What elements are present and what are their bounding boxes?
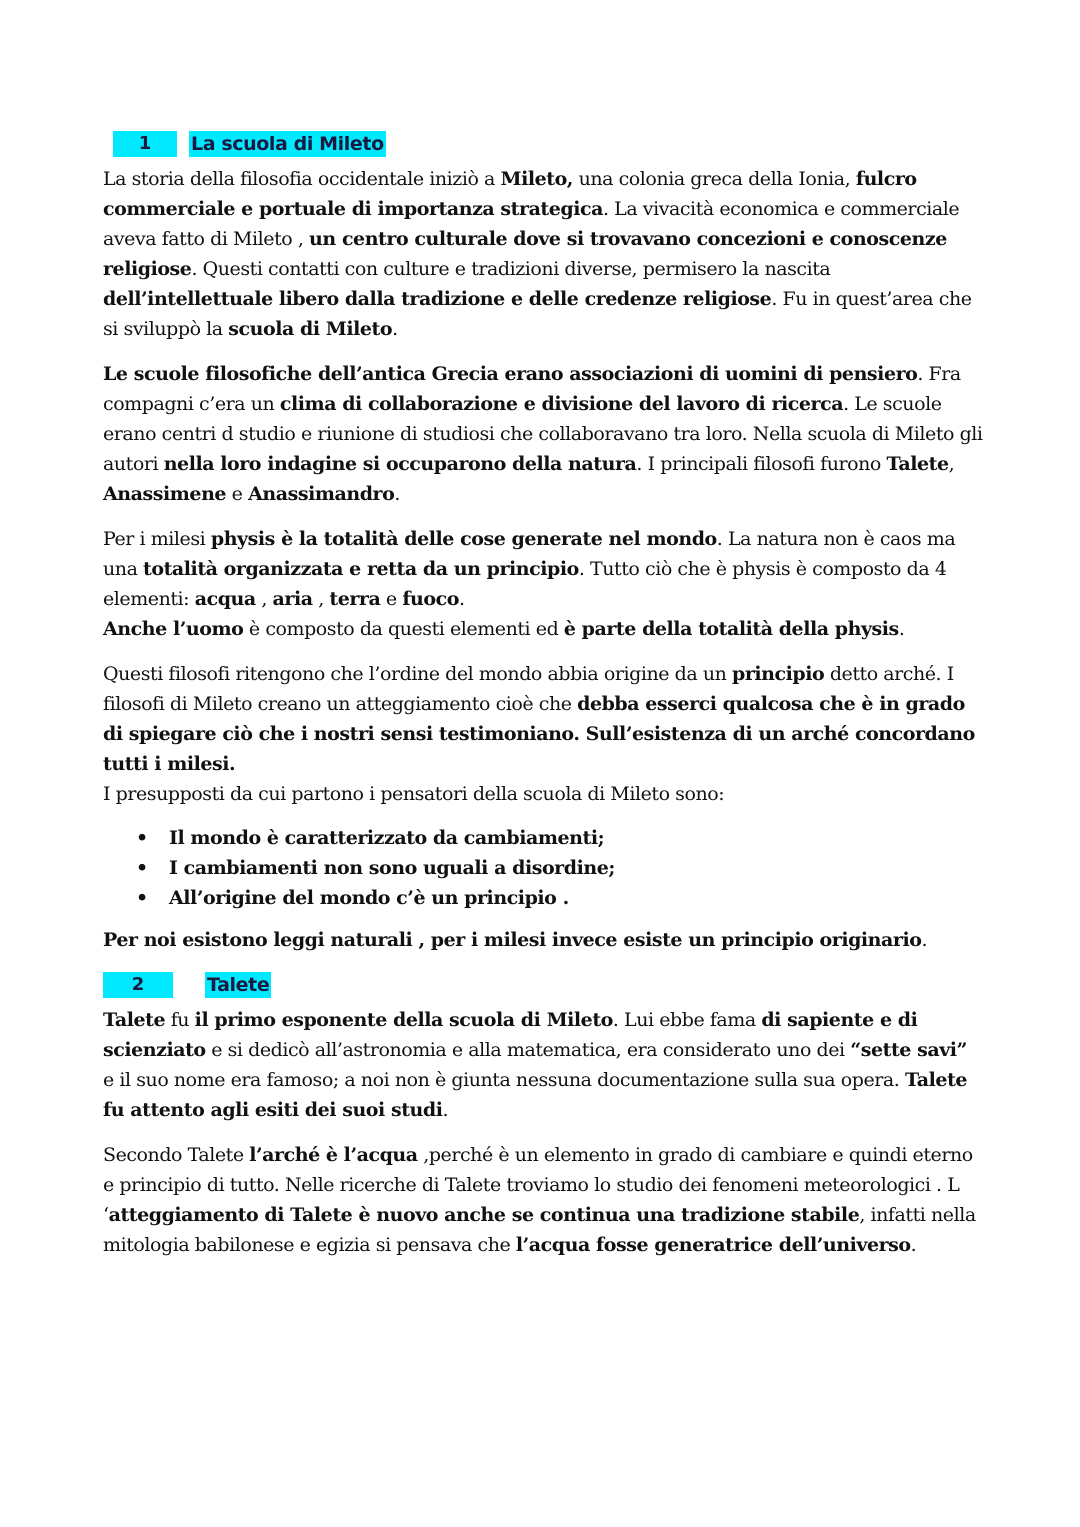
paragraph: Per i milesi physis è la totalità delle cose generate nel mondo. La natura non è caos ma una totalità organizzata e retta da un principio. Tutto ciò che è physis è composto da 4 elementi: acqua , aria , terra e fuoco.: [103, 528, 956, 610]
bold-text: di sapiente e di scienziato: [103, 1009, 918, 1061]
list-item: • Il mondo è caratterizzato da cambiamenti;: [103, 823, 983, 853]
bold-text: clima di collaborazione e divisione del lavoro di ricerca: [279, 393, 844, 415]
section-title: La scuola di Mileto: [191, 133, 384, 155]
paragraph: La storia della filosofia occidentale iniziò a Mileto, una colonia greca della Ionia, fulcro commerciale e portuale di importanza strategica. La vivacità economica e commerciale aveva fatto di Mileto , un centro culturale dove si trovavano concezioni e conoscenze religiose. Questi contatti con culture e tradizioni diverse, permisero la nascita dell’intellettuale libero dalla tradizione e delle credenze religiose. Fu in quest’area che si sviluppò la scuola di Mileto.: [103, 168, 972, 340]
bold-text: principio: [731, 663, 825, 685]
paragraph: I presupposti da cui partono i pensatori della scuola di Mileto sono:: [103, 783, 725, 805]
section-heading-1: [103, 130, 983, 158]
bold-text: aria: [272, 588, 313, 610]
bold-text: Talete: [103, 1009, 166, 1031]
paragraph: Le scuole filosofiche dell’antica Grecia erano associazioni di uomini di pensiero. Fra compagni c’era un clima di collaborazione e divisione del lavoro di ricerca. Le scuole erano centri d studio e riunione di studiosi che collaboravano tra loro. Nella scuola di Mileto gli autori nella loro indagine si occuparono della natura. I principali filosofi furono Talete, Anassimene e Anassimandro.: [103, 363, 983, 505]
bold-text: fulcro commerciale e portuale di importanza strategica: [103, 168, 917, 220]
bold-text: l’arché è l’acqua: [249, 1144, 418, 1166]
document-page: [103, 130, 983, 1260]
bold-text: totalità organizzata e retta da un principio: [143, 558, 579, 580]
bold-text: Le scuole filosofiche dell’antica Grecia erano associazioni di uomini di pensiero: [103, 363, 918, 385]
section-title: Talete: [207, 974, 270, 996]
bold-text: terra: [329, 588, 381, 610]
bold-text: Talete: [886, 453, 949, 475]
bold-text: “sette savi”: [850, 1039, 968, 1061]
bold-text: Anassimene: [103, 483, 227, 505]
bold-text: atteggiamento di Talete è nuovo anche se continua una tradizione stabile: [108, 1204, 860, 1226]
bullet-list: [103, 823, 983, 913]
section-heading-2: [103, 971, 983, 999]
section-number: 2: [103, 972, 173, 998]
section-number: 1: [113, 131, 177, 157]
paragraph: Anche l’uomo è composto da questi elementi ed è parte della totalità della physis.: [103, 618, 905, 640]
bold-text: acqua: [194, 588, 256, 610]
bold-text: debba esserci qualcosa che è in grado di spiegare ciò che i nostri sensi testimoniano. Sull’esistenza di un arché concordano tutti i milesi.: [103, 693, 975, 775]
bold-text: Anassimandro: [248, 483, 395, 505]
bold-text: Per noi esistono leggi naturali , per i milesi invece esiste un principio originario: [103, 929, 922, 951]
paragraph: Secondo Talete l’arché è l’acqua ,perché è un elemento in grado di cambiare e quindi eterno e principio di tutto. Nelle ricerche di Talete troviamo lo studio dei fenomeni meteorologici . L ‘atteggiamento di Talete è nuovo anche se continua una tradizione stabile, infatti nella mitologia babilonese e egizia si pensava che l’acqua fosse generatrice dell’universo.: [103, 1144, 976, 1256]
bold-text: scuola di Mileto: [228, 318, 393, 340]
bold-text: un centro culturale dove si trovavano concezioni e conoscenze religiose: [103, 228, 947, 280]
paragraph: Per noi esistono leggi naturali , per i milesi invece esiste un principio originario.: [103, 929, 928, 951]
paragraph: Talete fu il primo esponente della scuola di Mileto. Lui ebbe fama di sapiente e di scienziato e si dedicò all’astronomia e alla matematica, era considerato uno dei “sette savi” e il suo nome era famoso; a noi non è giunta nessuna documentazione sulla sua opera. Talete fu attento agli esiti dei suoi studi.: [103, 1009, 968, 1121]
bold-text: physis è la totalità delle cose generate nel mondo: [210, 528, 717, 550]
bold-text: Mileto,: [500, 168, 573, 190]
bold-text: è parte della totalità della physis: [563, 618, 899, 640]
list-item: • I cambiamenti non sono uguali a disordine;: [103, 853, 983, 883]
bold-text: il primo esponente della scuola di Mileto: [194, 1009, 613, 1031]
list-item: • All’origine del mondo c’è un principio .: [103, 883, 983, 913]
paragraph: Questi filosofi ritengono che l’ordine del mondo abbia origine da un principio detto arché. I filosofi di Mileto creano un atteggiamento cioè che debba esserci qualcosa che è in grado di spiegare ciò che i nostri sensi testimoniano. Sull’esistenza di un arché concordano tutti i milesi.: [103, 663, 975, 775]
bold-text: fuoco: [402, 588, 459, 610]
bold-text: Anche l’uomo: [103, 618, 244, 640]
bold-text: dell’intellettuale libero dalla tradizione e delle credenze religiose: [103, 288, 772, 310]
bold-text: nella loro indagine si occuparono della natura: [163, 453, 637, 475]
bold-text: Talete fu attento agli esiti dei suoi studi: [103, 1069, 968, 1121]
bold-text: l’acqua fosse generatrice dell’universo: [515, 1234, 911, 1256]
